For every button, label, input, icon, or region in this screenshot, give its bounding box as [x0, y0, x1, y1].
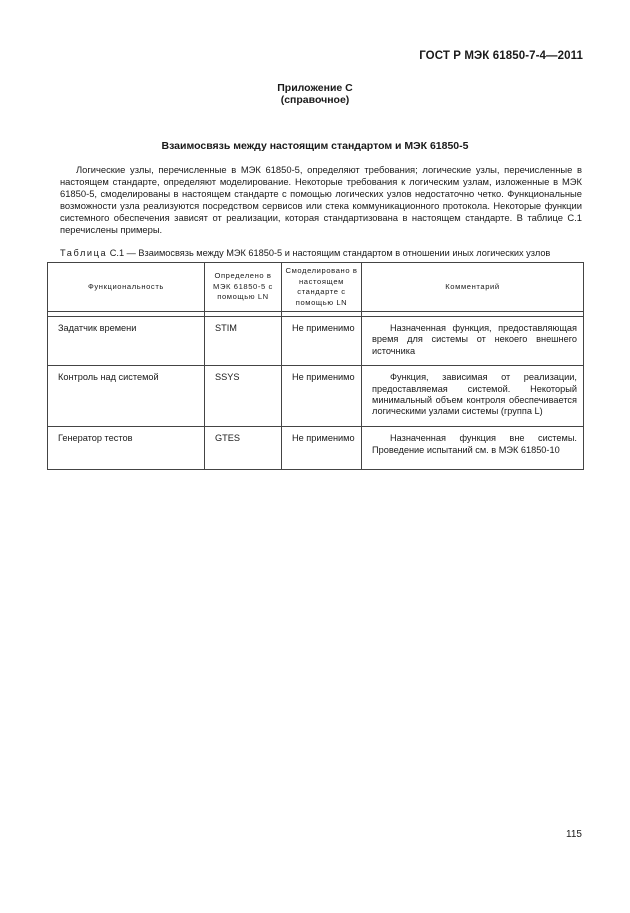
cell-functionality: Генератор тестов — [48, 427, 205, 470]
table-header-row — [48, 263, 584, 312]
cell-modeled: Не применимо — [282, 317, 362, 366]
header-modeled: Смоделировано в настоящем стандарте с помощью LN — [282, 263, 362, 312]
table-row — [48, 317, 584, 366]
cell-modeled: Не применимо — [282, 427, 362, 470]
document-id: ГОСТ Р МЭК 61850-7-4—2011 — [419, 50, 583, 62]
annex-heading — [0, 82, 630, 106]
table-row — [48, 366, 584, 427]
cell-comment: Назначенная функция вне системы. Проведение испытаний см. в МЭК 61850-10 — [362, 427, 584, 470]
cell-defined: GTES — [205, 427, 282, 470]
body-paragraph: Логические узлы, перечисленные в МЭК 61850-5, определяют требования; логические узлы, перечисленные в настоящем стандарте, определяют моделирование. Некоторые требования к логическим узлам, изложенные в МЭК 61850-5, смоделированы в настоящем стандарте с помощью логических узлов недостаточно четко. Функциональные возможности узла реализуются посредством сервисов или стека коммуникационного протокола. Некоторые функции системного обеспечения зависят от реализации, которая стандартизована в настоящем стандарте. В таблице С.1 перечислены примеры. — [60, 164, 582, 236]
header-functionality: Функциональность — [48, 263, 205, 312]
cell-functionality: Задатчик времени — [48, 317, 205, 366]
header-defined: Определено в МЭК 61850-5 с помощью LN — [205, 263, 282, 312]
annex-subtitle: (справочное) — [280, 94, 350, 106]
section-title: Взаимосвязь между настоящим стандартом и МЭК 61850-5 — [161, 140, 469, 152]
table-caption-text: С.1 — Взаимосвязь между МЭК 61850-5 и настоящим стандартом в отношении иных логических узлов — [107, 248, 551, 258]
table-caption-label: Таблица — [60, 248, 108, 258]
page-number: 115 — [566, 829, 582, 840]
cell-defined: STIM — [205, 317, 282, 366]
cell-modeled: Не применимо — [282, 366, 362, 427]
cell-functionality: Контроль над системой — [48, 366, 205, 427]
header-comments: Комментарий — [362, 263, 584, 312]
table-caption — [60, 248, 590, 258]
annex-title: Приложение С — [277, 82, 353, 94]
cell-comment: Назначенная функция, предоставляющая время для системы от некоего внешнего источника — [362, 317, 584, 366]
cell-comment: Функция, зависимая от реализации, предоставляемая системой. Некоторый минимальный объем контроля обеспечивается логическими узлами системы (группа L) — [362, 366, 584, 427]
cell-defined: SSYS — [205, 366, 282, 427]
relationship-table — [47, 262, 584, 470]
table-row — [48, 427, 584, 470]
